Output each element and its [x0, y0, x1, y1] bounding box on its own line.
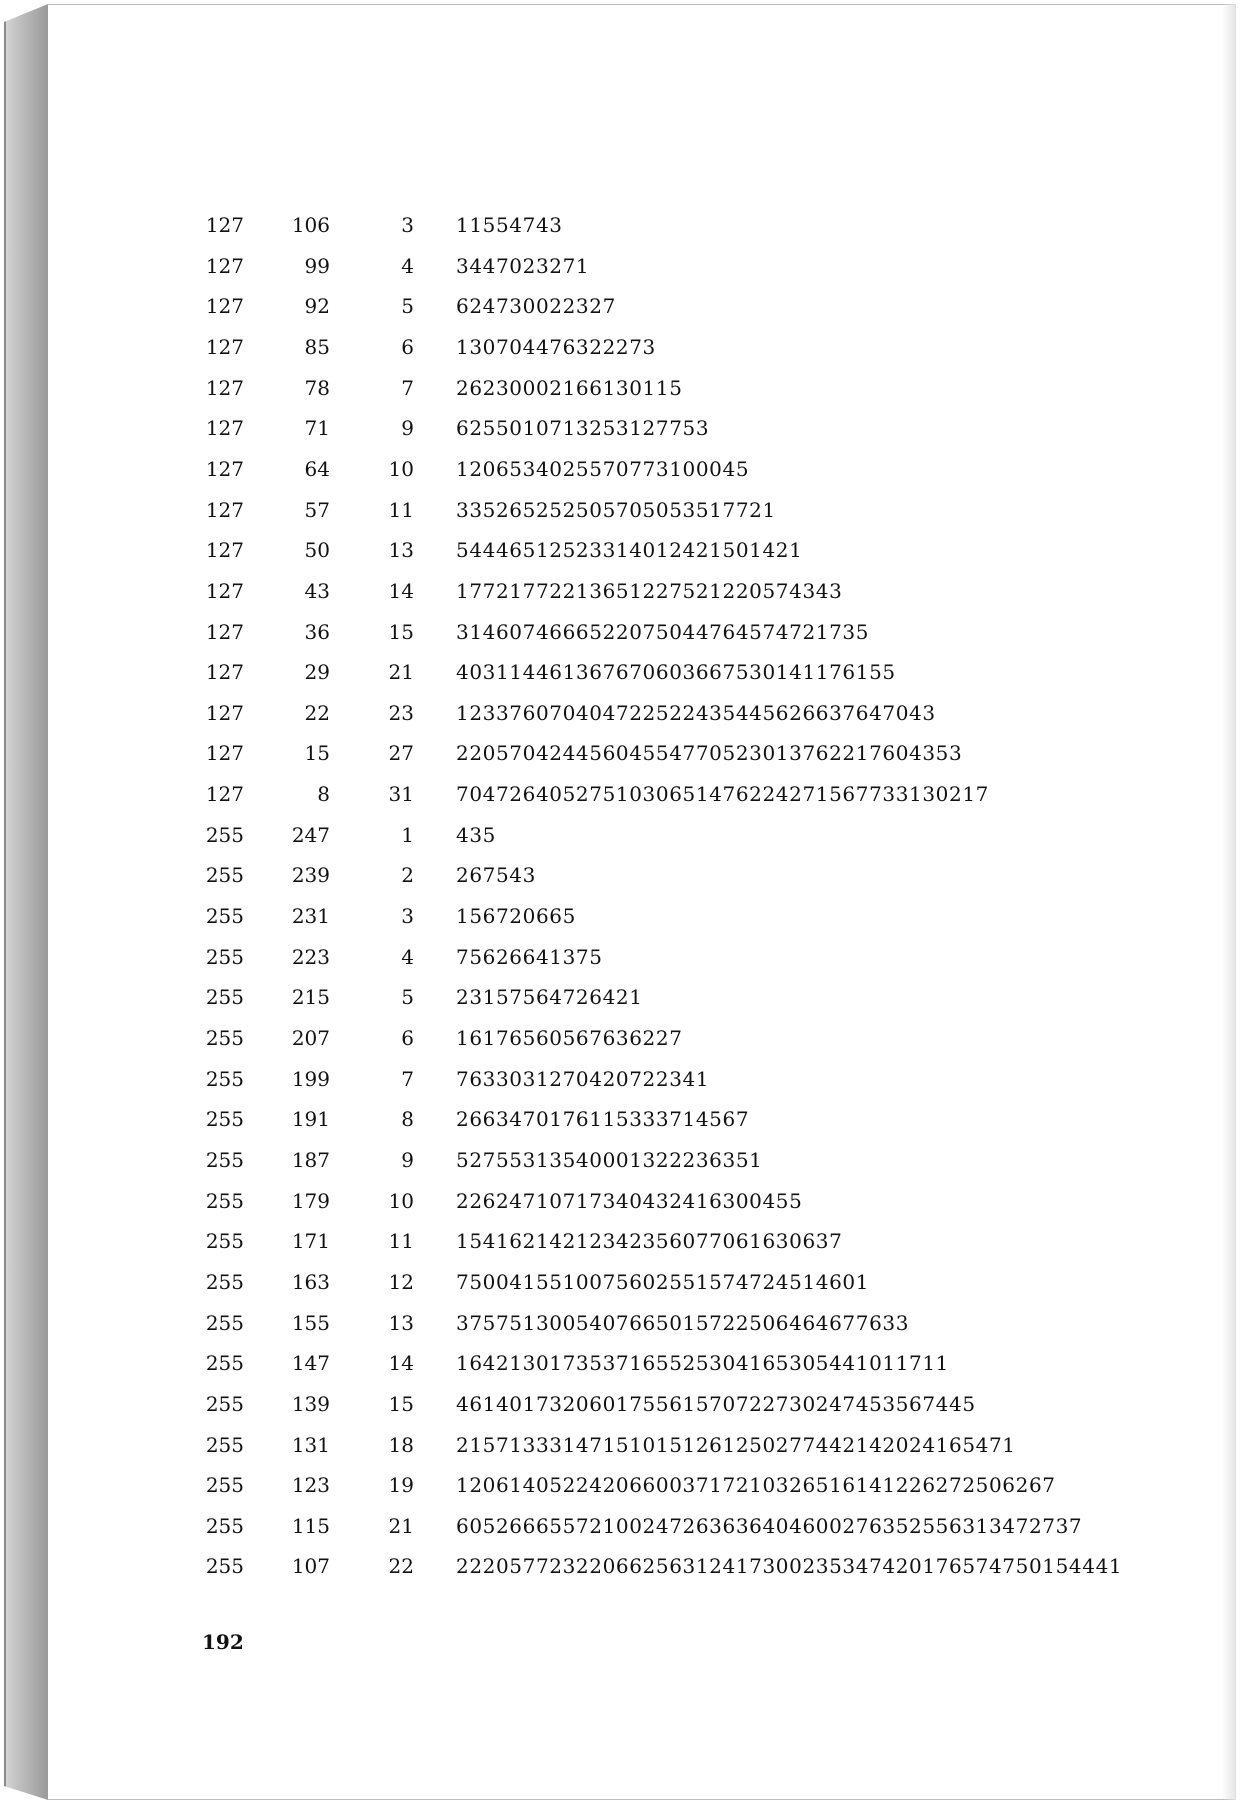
k-value: 139 — [291, 1391, 330, 1416]
t-value: 6 — [401, 334, 414, 359]
n-value: 127 — [205, 660, 244, 685]
t-value: 14 — [388, 1351, 414, 1376]
table-row — [0, 1186, 1249, 1216]
n-value: 255 — [205, 1147, 244, 1172]
t-value: 27 — [388, 741, 414, 766]
generator-polynomial: 335265252505705053517721 — [456, 497, 776, 522]
table-row — [0, 576, 1249, 606]
n-value: 255 — [205, 904, 244, 929]
generator-polynomial: 461401732060175561570722730247453567445 — [456, 1391, 976, 1416]
table-row — [0, 1104, 1249, 1134]
k-value: 207 — [291, 1026, 330, 1050]
k-value: 191 — [291, 1107, 330, 1132]
generator-polynomial: 22057042445604554770523013762217604353 — [456, 741, 963, 766]
n-value: 255 — [205, 1026, 244, 1050]
t-value: 15 — [388, 1391, 414, 1416]
k-value: 123 — [291, 1473, 330, 1498]
generator-polynomial: 3146074666522075044764574721735 — [456, 619, 870, 644]
page-number: 192 — [202, 1630, 244, 1654]
t-value: 31 — [388, 782, 414, 807]
generator-polynomial: 130704476322273 — [456, 334, 656, 359]
generator-polynomial: 7047264052751030651476224271567733130217 — [456, 782, 989, 807]
generator-polynomial: 52755313540001322236351 — [456, 1147, 763, 1172]
generator-polynomial: 22624710717340432416300455 — [456, 1188, 803, 1213]
table-row — [0, 1470, 1249, 1500]
t-value: 8 — [401, 1107, 414, 1132]
n-value: 255 — [205, 1513, 244, 1538]
k-value: 179 — [291, 1188, 330, 1213]
table-row — [0, 1145, 1249, 1175]
table-row — [0, 535, 1249, 565]
table-row — [0, 454, 1249, 484]
k-value: 231 — [291, 904, 330, 929]
generator-polynomial: 215713331471510151261250277442142024165471 — [456, 1432, 1016, 1457]
table-row — [0, 1308, 1249, 1338]
table-row — [0, 1511, 1249, 1541]
k-value: 171 — [291, 1229, 330, 1254]
table-row — [0, 1226, 1249, 1256]
t-value: 7 — [401, 375, 414, 400]
k-value: 29 — [304, 660, 330, 685]
generator-polynomial: 17721772213651227521220574343 — [456, 578, 843, 603]
table-row — [0, 1389, 1249, 1419]
t-value: 22 — [388, 1554, 414, 1579]
t-value: 11 — [388, 1229, 414, 1254]
n-value: 127 — [205, 538, 244, 563]
k-value: 107 — [291, 1554, 330, 1579]
k-value: 155 — [291, 1310, 330, 1335]
generator-polynomial: 435 — [456, 822, 496, 847]
table-row — [0, 860, 1249, 890]
table-row — [0, 291, 1249, 321]
n-value: 127 — [205, 416, 244, 441]
generator-polynomial: 3757513005407665015722506464677633 — [456, 1310, 910, 1335]
t-value: 5 — [401, 294, 414, 319]
n-value: 255 — [205, 1391, 244, 1416]
n-value: 255 — [205, 985, 244, 1010]
n-value: 255 — [205, 1473, 244, 1498]
generator-polynomial: 23157564726421 — [456, 985, 643, 1010]
t-value: 7 — [401, 1066, 414, 1091]
generator-polynomial: 54446512523314012421501421 — [456, 538, 803, 563]
t-value: 4 — [401, 253, 414, 278]
k-value: 187 — [291, 1147, 330, 1172]
n-value: 127 — [205, 334, 244, 359]
table-row — [0, 1551, 1249, 1581]
t-value: 23 — [388, 700, 414, 725]
t-value: 19 — [388, 1473, 414, 1498]
k-value: 43 — [304, 578, 330, 603]
n-value: 255 — [205, 822, 244, 847]
n-value: 255 — [205, 1351, 244, 1376]
k-value: 106 — [291, 213, 330, 237]
table-row — [0, 1023, 1249, 1053]
table-row — [0, 901, 1249, 931]
table-row — [0, 698, 1249, 728]
generator-polynomial: 624730022327 — [456, 294, 616, 319]
n-value: 127 — [205, 294, 244, 319]
t-value: 13 — [388, 1310, 414, 1335]
k-value: 147 — [291, 1351, 330, 1376]
t-value: 12 — [388, 1269, 414, 1294]
n-value: 255 — [205, 863, 244, 888]
generator-polynomial: 60526665572100247263636404600276352556313472737 — [456, 1513, 1083, 1538]
generator-polynomial: 6255010713253127753 — [456, 416, 710, 441]
generator-polynomial: 156720665 — [456, 904, 576, 929]
generator-polynomial: 75626641375 — [456, 944, 603, 969]
t-value: 10 — [388, 1188, 414, 1213]
n-value: 255 — [205, 944, 244, 969]
n-value: 127 — [205, 782, 244, 807]
generator-polynomial: 7633031270420722341 — [456, 1066, 710, 1091]
table-row — [0, 210, 1249, 240]
n-value: 127 — [205, 700, 244, 725]
generator-polynomial: 403114461367670603667530141176155 — [456, 660, 896, 685]
generator-polynomial: 15416214212342356077061630637 — [456, 1229, 843, 1254]
t-value: 4 — [401, 944, 414, 969]
n-value: 255 — [205, 1554, 244, 1579]
n-value: 127 — [205, 497, 244, 522]
generator-polynomial: 120614052242066003717210326516141226272506267 — [456, 1473, 1056, 1498]
table-row — [0, 1267, 1249, 1297]
n-value: 255 — [205, 1066, 244, 1091]
table-row — [0, 738, 1249, 768]
generator-polynomial: 11554743 — [456, 213, 563, 237]
generator-polynomial: 7500415510075602551574724514601 — [456, 1269, 870, 1294]
t-value: 3 — [401, 904, 414, 929]
generator-polynomial: 1642130173537165525304165305441011711 — [456, 1351, 950, 1376]
generator-polynomial: 26230002166130115 — [456, 375, 683, 400]
k-value: 85 — [304, 334, 330, 359]
table-row — [0, 942, 1249, 972]
t-value: 18 — [388, 1432, 414, 1457]
t-value: 21 — [388, 660, 414, 685]
n-value: 127 — [205, 619, 244, 644]
k-value: 131 — [291, 1432, 330, 1457]
table-row — [0, 251, 1249, 281]
k-value: 64 — [304, 456, 330, 481]
n-value: 127 — [205, 456, 244, 481]
n-value: 255 — [205, 1432, 244, 1457]
table-row — [0, 495, 1249, 525]
t-value: 9 — [401, 416, 414, 441]
t-value: 11 — [388, 497, 414, 522]
k-value: 199 — [291, 1066, 330, 1091]
table-row — [0, 820, 1249, 850]
k-value: 115 — [291, 1513, 330, 1538]
t-value: 9 — [401, 1147, 414, 1172]
t-value: 15 — [388, 619, 414, 644]
table-row — [0, 657, 1249, 687]
t-value: 10 — [388, 456, 414, 481]
t-value: 3 — [401, 213, 414, 237]
table-row — [0, 1430, 1249, 1460]
k-value: 50 — [304, 538, 330, 563]
k-value: 78 — [304, 375, 330, 400]
k-value: 22 — [304, 700, 330, 725]
k-value: 99 — [304, 253, 330, 278]
k-value: 71 — [304, 416, 330, 441]
n-value: 255 — [205, 1229, 244, 1254]
table-row — [0, 1348, 1249, 1378]
generator-polynomial: 267543 — [456, 863, 536, 888]
t-value: 2 — [401, 863, 414, 888]
n-value: 127 — [205, 578, 244, 603]
n-value: 255 — [205, 1107, 244, 1132]
table-row — [0, 413, 1249, 443]
k-value: 163 — [291, 1269, 330, 1294]
table-row — [0, 982, 1249, 1012]
generator-polynomial: 2663470176115333714567 — [456, 1107, 750, 1132]
k-value: 215 — [291, 985, 330, 1010]
n-value: 127 — [205, 741, 244, 766]
k-value: 8 — [317, 782, 330, 807]
k-value: 15 — [304, 741, 330, 766]
generator-polynomial: 1206534025570773100045 — [456, 456, 750, 481]
generator-polynomial: 123376070404722522435445626637647043 — [456, 700, 936, 725]
t-value: 13 — [388, 538, 414, 563]
n-value: 127 — [205, 375, 244, 400]
t-value: 14 — [388, 578, 414, 603]
table-row — [0, 779, 1249, 809]
generator-polynomial: 16176560567636227 — [456, 1026, 683, 1050]
t-value: 5 — [401, 985, 414, 1010]
generator-polynomial: 3447023271 — [456, 253, 590, 278]
table-row — [0, 1064, 1249, 1094]
n-value: 255 — [205, 1269, 244, 1294]
n-value: 127 — [205, 213, 244, 237]
t-value: 1 — [401, 822, 414, 847]
table-row — [0, 373, 1249, 403]
n-value: 255 — [205, 1188, 244, 1213]
table-row — [0, 332, 1249, 362]
k-value: 92 — [304, 294, 330, 319]
k-value: 239 — [291, 863, 330, 888]
k-value: 57 — [304, 497, 330, 522]
k-value: 223 — [291, 944, 330, 969]
n-value: 127 — [205, 253, 244, 278]
generator-polynomial: 22205772322066256312417300235347420176574750154441 — [456, 1554, 1123, 1579]
t-value: 6 — [401, 1026, 414, 1050]
k-value: 36 — [304, 619, 330, 644]
k-value: 247 — [291, 822, 330, 847]
table-row — [0, 617, 1249, 647]
t-value: 21 — [388, 1513, 414, 1538]
n-value: 255 — [205, 1310, 244, 1335]
